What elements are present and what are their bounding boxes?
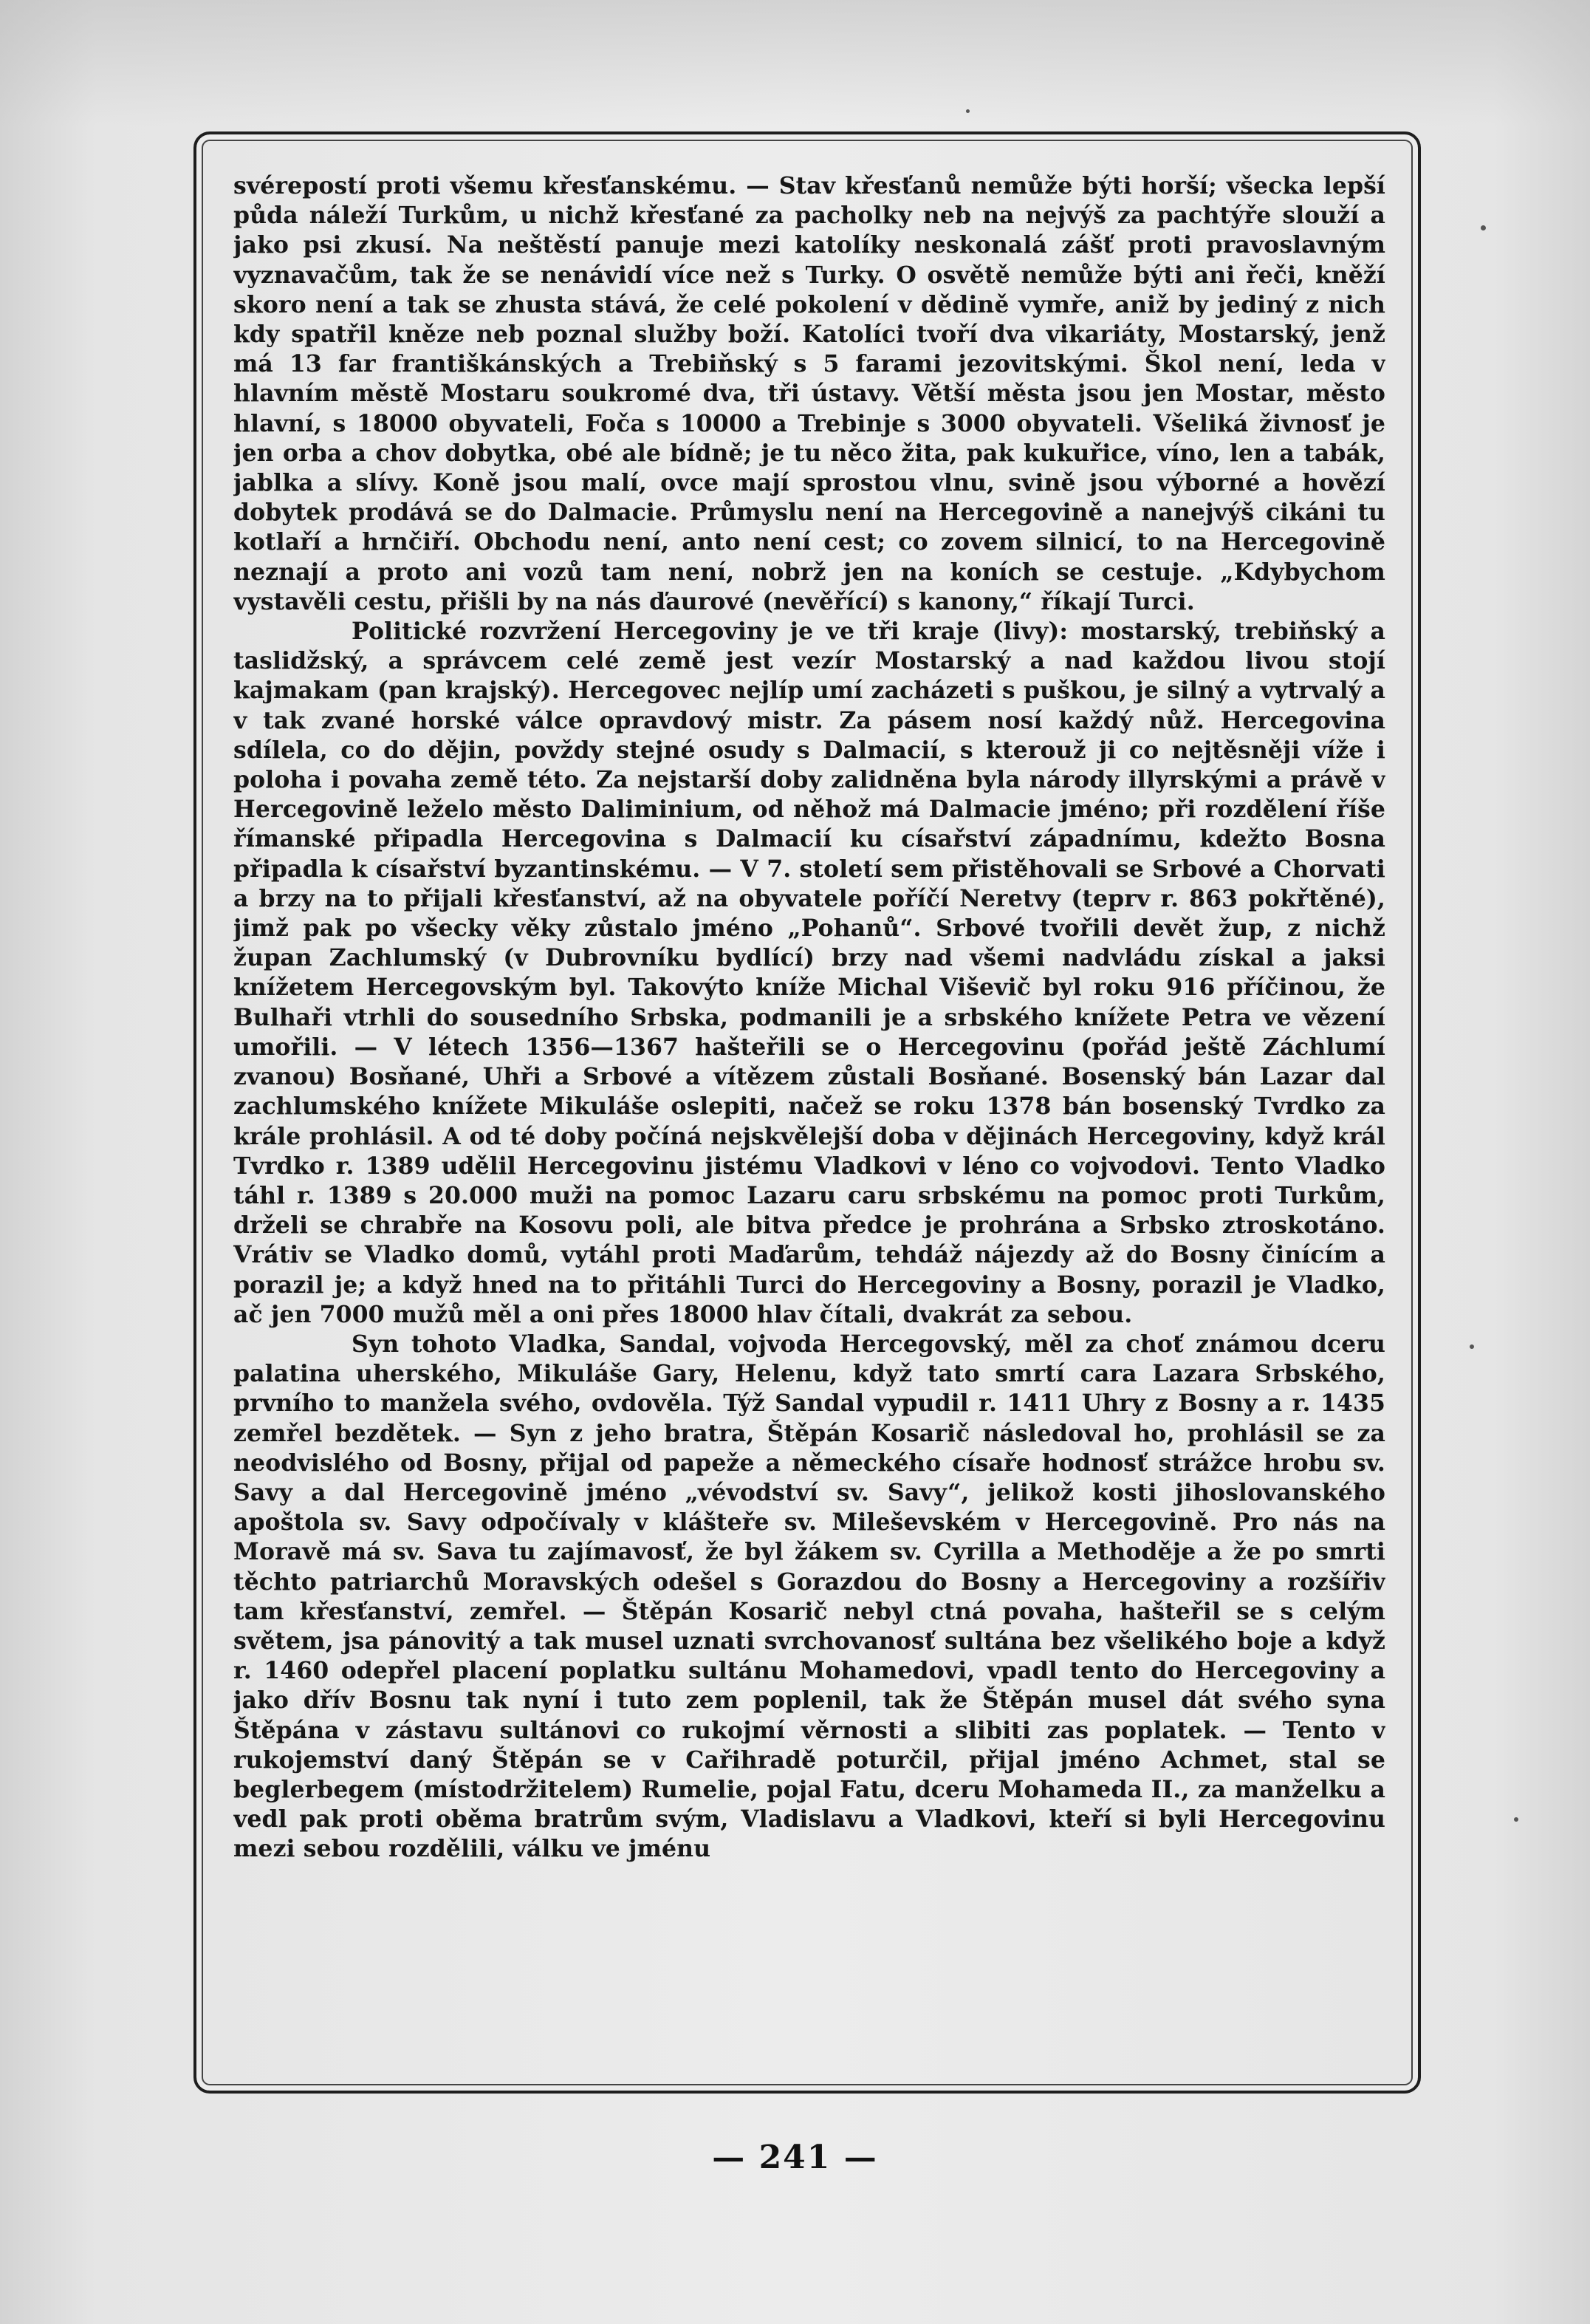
paragraph-3: Syn tohoto Vladka, Sandal, vojvoda Hercegovský, měl za choť známou dceru palatina uherského, Mikuláše Gary, Helenu, když tato smrtí cara Lazara Srbského, prvního to manžela svého, ovdověla. Týž Sandal vypudil r. 1411 Uhry z Bosny a r. 1435 zemřel bezdětek. — Syn z jeho bratra, Štěpán Kosarič následoval ho, prohlásil se za neodvislého od Bosny, přijal od papeže a německého císaře hodnosť strážce hrobu sv. Savy a dal Hercegovině jméno „vévodství sv. Savy“, jelikož kosti jihoslovanského apoštola sv. Savy odpočívaly v klášteře sv. Mileševském v Hercegovině. Pro nás na Moravě má sv. Sava tu zajímavosť, že byl žákem sv. Cyrilla a Methoděje a že po smrti těchto patriarchů Moravských odešel s Gorazdou do Bosny a Hercegoviny a rozšířiv tam křesťanství, zemřel. — Štěpán Kosarič nebyl ctná povaha, hašteřil se s celým světem, jsa pánovitý a tak musel uznati svrchovanosť sultána bez všelikého boje a když r. 1460 odepřel placení poplatku sultánu Mohamedovi, vpadl tento do Hercegoviny a jako dřív Bosnu tak nyní i tuto zem poplenil, tak že Štěpán musel dát svého syna Štěpána v zástavu sultánovi co rukojmí věrnosti a slibiti zas poplatek. — Tento v rukojemství daný Štěpán se v Cařihradě poturčil, přijal jméno Achmet, stal se beglerbegem (místodržitelem) Rumelie, pojal Fatu, dceru Mohameda II., za manželku a vedl pak proti oběma bratrům svým, Vladislavu a Vladkovi, kteří si byli Hercegovinu mezi sebou rozdělili, válku ve jménu: [233, 1330, 1385, 1863]
paragraph-2: Politické rozvržení Hercegoviny je ve tři kraje (livy): mostarský, trebiňský a taslidžský, a správcem celé země jest vezír Mostarský a nad každou livou stojí kajmakam (pan krajský). Hercegovec nejlíp umí zacházeti s puškou, je silný a vytrvalý a v tak zvané horské válce opravdový mistr. Za pásem nosí každý nůž. Hercegovina sdílela, co do dějin, povždy stejné osudy s Dalmacií, s kterouž ji co nejtěsněji víže i poloha i povaha země této. Za nejstarší doby zalidněna byla národy illyrskými a právě v Hercegovině leželo město Daliminium, od něhož má Dalmacie jméno; při rozdělení říše římanské připadla Hercegovina s Dalmacií ku císařství západnímu, kdežto Bosna připadla k císařství byzantinskému. — V 7. století sem přistěhovali se Srbové a Chorvati a brzy na to přijali křesťanství, až na obyvatele poříčí Neretvy (teprv r. 863 pokřtěné), jimž pak po všecky věky zůstalo jméno „Pohanů“. Srbové tvořili devět žup, z nichž župan Zachlumský (v Dubrovníku bydlící) brzy nad všemi nadvládu získal a jaksi knížetem Hercegovským byl. Takovýto kníže Michal Viševič byl roku 916 příčinou, že Bulhaři vtrhli do sousedního Srbska, podmanili je a srbského knížete Petra ve vězení umořili. — V létech 1356—1367 hašteřili se o Hercegovinu (pořád ještě Záchlumí zvanou) Bosňané, Uhři a Srbové a vítězem zůstali Bosňané. Bosenský bán Lazar dal zachlumského knížete Mikuláše oslepiti, načež se roku 1378 bán bosenský Tvrdko za krále prohlásil. A od té doby počíná nejskvělejší doba v dějinách Hercegoviny, když král Tvrdko r. 1389 udělil Hercegovinu jistému Vladkovi v léno co vojvodovi. Tento Vladko táhl r. 1389 s 20.000 muži na pomoc Lazaru caru srbskému na pomoc proti Turkům, drželi se chrabře na Kosovu poli, ale bitva předce je prohrána a Srbsko ztroskotáno. Vrátiv se Vladko domů, vytáhl proti Maďarům, tehdáž nájezdy až do Bosny činícím a porazil je; a když hned na to přitáhli Turci do Hercegoviny a Bosny, porazil je Vladko, ač jen 7000 mužů měl a oni přes 18000 hlav čítali, dvakrát za sebou.: [233, 618, 1385, 1328]
scan-shadow: [0, 0, 1590, 126]
page-number: — 241 —: [712, 2139, 878, 2176]
scan-speck: [966, 109, 970, 113]
body-text: [233, 171, 1385, 2062]
scan-speck: [1481, 225, 1486, 230]
scan-speck: [1470, 1344, 1474, 1349]
scan-speck: [1514, 1817, 1518, 1822]
paragraph-1: svérepostí proti všemu křesťanskému. — Stav křesťanů nemůže býti horší; všecka lepší půda náleží Turkům, u nichž křesťané za pacholky neb na nejvýš za pachtýře slouží a jako psi zkusí. Na neštěstí panuje mezi katolíky neskonalá zášť proti pravoslavným vyznavačům, tak že se nenávidí více než s Turky. O osvětě nemůže býti ani řeči, kněží skoro není a tak se zhusta stává, že celé pokolení v dědině vymře, aniž by jediný z nich kdy spatřil kněze neb poznal služby boží. Katolíci tvoří dva vikariáty, Mostarský, jenž má 13 far františkánských a Trebiňský s 5 farami jezovitskými. Škol není, leda v hlavním městě Mostaru soukromé dva, tři ústavy. Větší města jsou jen Mostar, město hlavní, s 18000 obyvateli, Foča s 10000 a Trebinje s 3000 obyvateli. Všeliká živnosť je jen orba a chov dobytka, obé ale bídně; je tu něco žita, pak kukuřice, víno, len a tabák, jablka a slívy. Koně jsou malí, ovce mají sprostou vlnu, svině jsou výborné a hovězí dobytek prodává se do Dalmacie. Průmyslu není na Hercegovině a nanejvýš cikáni tu kotlaří a hrnčiří. Obchodu není, anto není cest; co zovem silnicí, to na Hercegovině neznají a proto ani vozů tam není, nobrž jen na koních se cestuje. „Kdybychom vystavěli cestu, přišli by na nás ďaurové (nevěřící) s kanony,“ říkají Turci.: [233, 172, 1385, 615]
